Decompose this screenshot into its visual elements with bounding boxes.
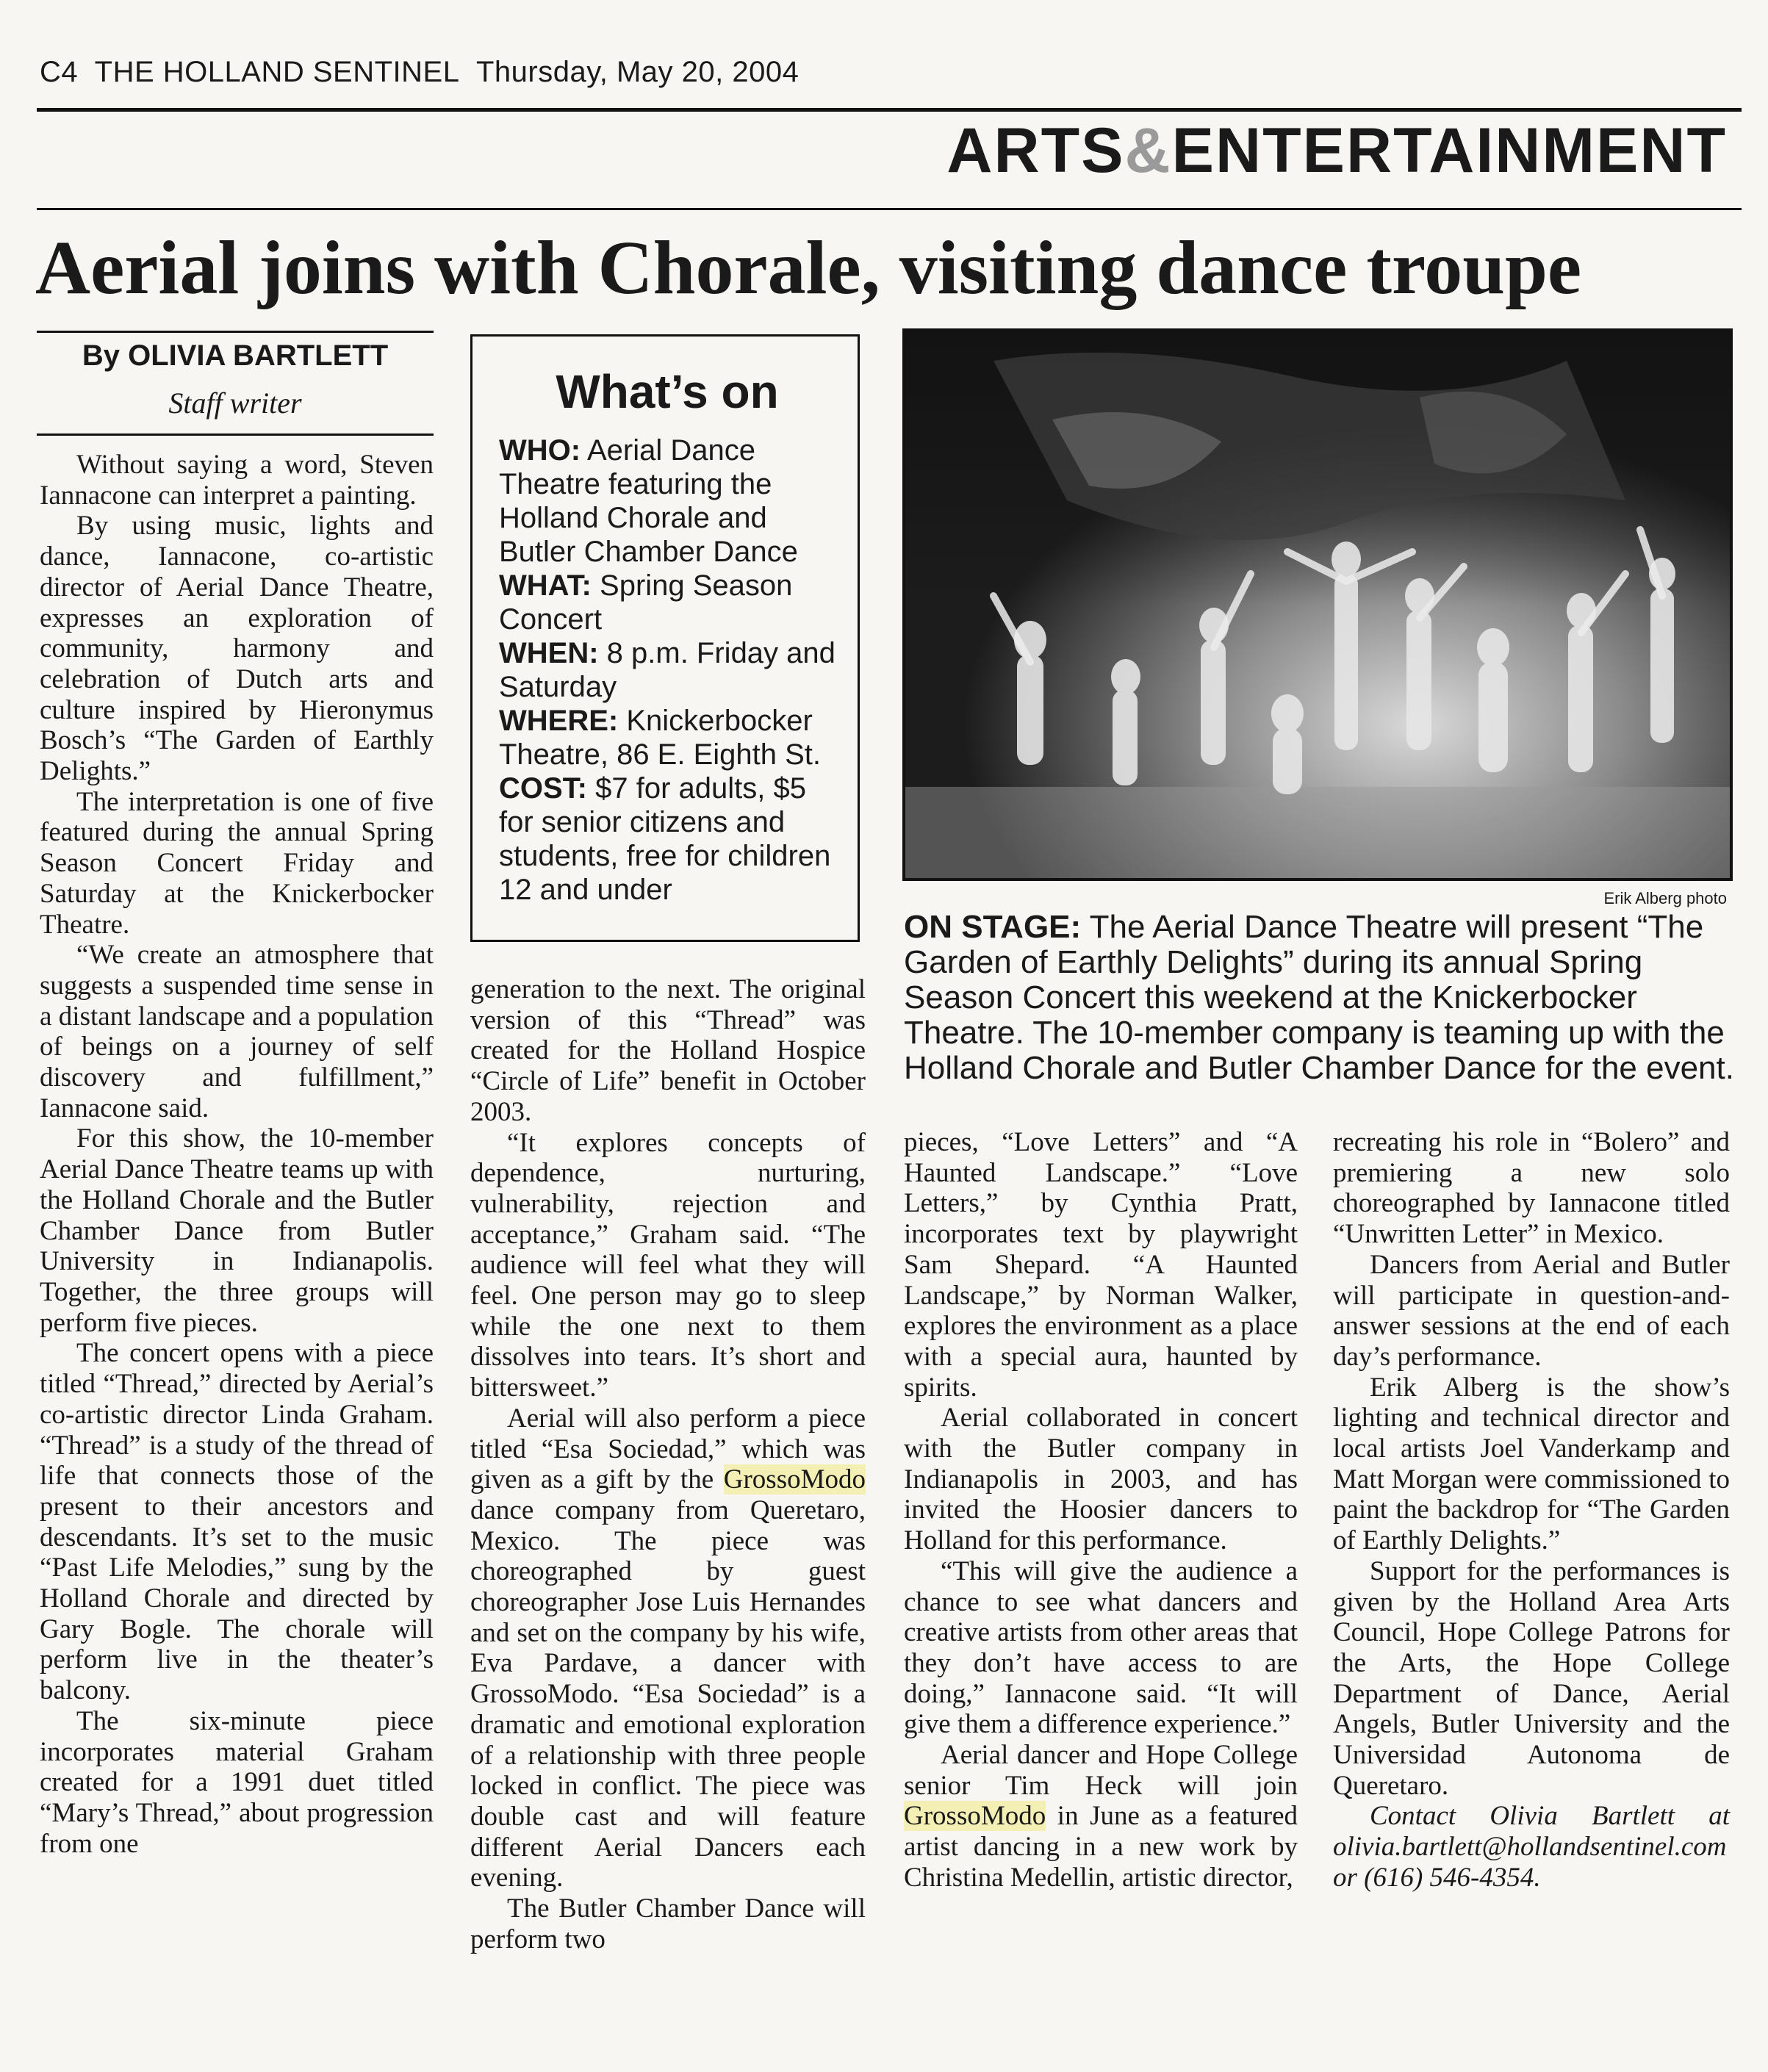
paragraph: For this show, the 10-member Aerial Dance Theatre teams up with the Holland Chorale and the Butler Chamber Dance from Butler University in Indianapolis. Together, the three groups will perform five pieces. (40, 1123, 434, 1338)
article-column-4 (1333, 1127, 1730, 1893)
paragraph-continued: recreating his role in “Bolero” and premiering a new solo choreographed by Iannacone titled “Unwritten Letter” in Mexico. (1333, 1127, 1730, 1250)
paragraph-tim-heck (904, 1740, 1298, 1893)
what-value: Spring Season Concert (499, 569, 793, 636)
paragraph: By using music, lights and dance, Iannacone, co-artistic director of Aerial Dance Theatre, expresses an exploration of community, harmony and celebration of Dutch arts and culture inspired by Hieronymus Bosch’s “The Garden of Earthly Delights.” (40, 511, 434, 787)
paragraph: The six-minute piece incorporates material Graham created for a 1991 duet titled “Mary’s Thread,” about progression from one (40, 1705, 434, 1859)
section-ampersand: & (1124, 115, 1172, 186)
paragraph: Without saying a word, Steven Iannacone can interpret a painting. (40, 450, 434, 511)
paragraph: “It explores concepts of dependence, nurturing, vulnerability, rejection and acceptance,” Graham said. “The audience will feel what they will feel. One person may go to sleep while the one next to them dissolves into tears. It’s short and bittersweet.” (470, 1127, 866, 1403)
byline-rule-bottom (37, 434, 434, 436)
caption-text: The Aerial Dance Theatre will present “The Garden of Earthly Delights” during its annual Spring Season Concert this weekend at the Knickerbocker Theatre. The 10-member company is teaming up with the Holland Chorale and Butler Chamber Dance for the event. (904, 909, 1734, 1086)
text-run: Aerial dancer and Hope College senior Tim Heck will join (904, 1740, 1298, 1801)
paragraph-continued: generation to the next. The original version of this “Thread” was created for the Holland Hospice “Circle of Life” benefit in October 2003. (470, 974, 866, 1127)
contact-line: Contact Olivia Bartlett at olivia.bartlett@hollandsentinel.com or (616) 546-4354. (1333, 1801, 1730, 1893)
photo-credit: Erik Alberg photo (1603, 889, 1727, 907)
what-label: WHAT: (499, 569, 592, 602)
paragraph: “This will give the audience a chance to see what dancers and creative artists from other areas that they don’t have access to are doing,” Iannacone said. “It will give them a difference experience.” (904, 1555, 1298, 1740)
issue-date: Thursday, May 20, 2004 (475, 56, 799, 88)
cost-value: $7 for adults, $5 for senior citizens and students, free for children 12 and under (499, 772, 831, 906)
headline: Aerial joins with Chorale, visiting dance troupe (35, 226, 1582, 310)
byline-author: By OLIVIA BARTLETT (82, 339, 389, 372)
whats-on-what (499, 569, 836, 636)
highlighted-grossomodo: GrossoModo (904, 1801, 1046, 1832)
newspaper-name: THE HOLLAND SENTINEL (94, 56, 460, 88)
whats-on-when (499, 636, 836, 704)
paragraph: The Butler Chamber Dance will perform two (470, 1893, 866, 1954)
who-value: Aerial Dance Theatre featuring the Holland Chorale and Butler Chamber Dance (499, 434, 798, 568)
section-header (946, 114, 1727, 187)
folio-line (40, 56, 799, 89)
whats-on-details (499, 434, 836, 907)
paragraph: The concert opens with a piece titled “Thread,” directed by Aerial’s co-artistic director Linda Graham. “Thread” is a study of the thread of life that connects those of the present to their ancestors and descendants. It’s set to the music “Past Life Melodies,” sung by the Holland Chorale and directed by Gary Bogle. The chorale will perform live in the theater’s balcony. (40, 1338, 434, 1706)
whats-on-title: What’s on (556, 365, 779, 418)
paragraph-continued: pieces, “Love Letters” and “A Haunted Landscape.” “Love Letters,” by Cynthia Pratt, incorporates text by playwright Sam Shepard. “A Haunted Landscape,” by Norman Walker, explores the environment as a place with a special aura, haunted by spirits. (904, 1127, 1298, 1403)
highlighted-grossomodo: GrossoModo (723, 1464, 866, 1495)
photo-caption (904, 910, 1734, 1086)
article-column-3 (904, 1127, 1298, 1893)
paragraph: The interpretation is one of five featured during the annual Spring Season Concert Friday and Saturday at the Knickerbocker Theatre. (40, 786, 434, 940)
page-number: C4 (40, 56, 79, 88)
whats-on-who (499, 434, 836, 569)
caption-label: ON STAGE: (904, 909, 1082, 945)
whats-on-where (499, 704, 836, 771)
paragraph-esa-sociedad (470, 1403, 866, 1893)
whats-on-box (470, 334, 860, 942)
stage-photo (902, 328, 1733, 881)
text-run: Aerial will also perform a piece titled “Esa Sociedad,” which was given as a gift by the (470, 1403, 866, 1495)
byline-rule-top (37, 331, 434, 333)
when-label: WHEN: (499, 637, 599, 669)
section-title-part1: ARTS (946, 115, 1125, 186)
paragraph: Erik Alberg is the show’s lighting and technical director and local artists Joel Vanderkamp and Matt Morgan were commissioned to paint the backdrop for “The Garden of Earthly Delights.” (1333, 1372, 1730, 1556)
text-run: dance company from Queretaro, Mexico. The piece was choreographed by guest choreographer Jose Luis Hernandes and set on the company by his wife, Eva Pardave, a dancer with GrossoModo. “Esa Sociedad” is a dramatic and emotional exploration of a relationship with three people locked in conflict. The piece was double cast and will feature different Aerial Dancers each evening. (470, 1494, 866, 1893)
top-rule (37, 108, 1742, 112)
paragraph: Dancers from Aerial and Butler will participate in question-and-answer sessions at the end of each day’s performance. (1333, 1249, 1730, 1372)
section-title-part2: ENTERTAINMENT (1171, 115, 1727, 186)
where-value: Knickerbocker Theatre, 86 E. Eighth St. (499, 705, 822, 771)
whats-on-cost (499, 771, 836, 907)
who-label: WHO: (499, 434, 581, 467)
where-label: WHERE: (499, 705, 619, 737)
paragraph: Aerial collaborated in concert with the Butler company in Indianapolis in 2003, and has invited the Hoosier dancers to Holland for this performance. (904, 1403, 1298, 1556)
when-value: 8 p.m. Friday and Saturday (499, 637, 836, 703)
paragraph: Support for the performances is given by the Holland Area Arts Council, Hope College Patrons for the Arts, the Hope College Department of Dance, Aerial Angels, Butler University and the Universidad Autonoma de Queretaro. (1333, 1555, 1730, 1801)
paragraph: “We create an atmosphere that suggests a suspended time sense in a distant landscape and a population of beings on a journey of self discovery and fulfillment,” Iannacone said. (40, 940, 434, 1123)
article-column-1 (40, 450, 434, 1859)
section-rule (37, 208, 1742, 210)
cost-label: COST: (499, 772, 587, 805)
dancers-photo-image (905, 331, 1730, 878)
article-column-2 (470, 974, 866, 1955)
text-run: in June as a featured artist dancing in a new work by Christina Medellin, artistic director, (904, 1801, 1298, 1893)
byline-role: Staff writer (168, 386, 302, 420)
